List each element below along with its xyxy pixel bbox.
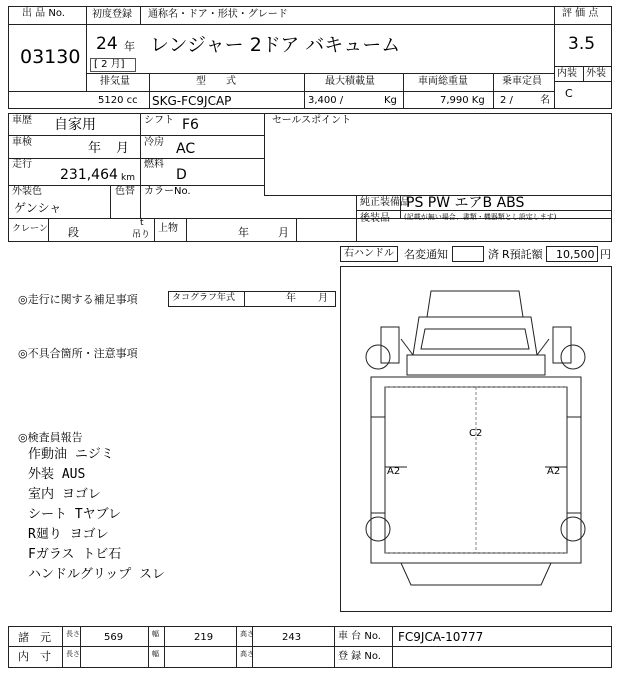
name-change-label: 名変通知	[404, 248, 448, 261]
tachograph-label: タコグラフ年式	[172, 293, 236, 303]
inspector-line-5: R廻り ヨゴレ	[28, 527, 109, 542]
capacity-label: 乗車定員	[502, 76, 542, 87]
dimensions-label: 諸 元	[18, 631, 51, 644]
lot-number: 03130	[20, 46, 81, 68]
driving-notes-title: ◎走行に関する補足事項	[18, 293, 138, 306]
max-load-unit: Kg	[384, 95, 397, 106]
color-number-label: カラーNo.	[144, 186, 191, 197]
inspector-title: ◎検査員報告	[18, 431, 83, 444]
displacement-label: 排気量	[100, 76, 130, 87]
registration-year-unit: 年	[124, 40, 135, 53]
inspector-line-6: Fガラス トビ石	[28, 547, 122, 562]
tachograph-year-unit: 年	[286, 293, 296, 304]
lift-month-unit: 月	[278, 226, 289, 239]
crane-hang-label: 吊り	[132, 230, 151, 240]
shift-value: F6	[182, 117, 199, 133]
registration-number-label: 登 録 No.	[338, 651, 381, 662]
color-change-label: 色替	[115, 186, 135, 197]
inner-length-label: 長さ	[66, 650, 80, 658]
score-value: 3.5	[568, 34, 596, 54]
crane-stage-unit: 段	[68, 226, 79, 239]
length-value: 569	[104, 632, 124, 643]
model-code-value: SKG-FC9JCAP	[152, 94, 232, 108]
inspection-label: 車検	[12, 137, 32, 148]
equipment-label: 純正装備品	[360, 197, 410, 208]
model-name-label: 通称名・ドア・形状・グレード	[148, 9, 288, 20]
length-label: 長さ	[66, 630, 80, 638]
registration-year: 24	[96, 34, 118, 54]
vehicle-diagram	[340, 266, 612, 612]
lift-label: 上物	[158, 223, 178, 234]
recycle-deposit-label: R預託額	[502, 248, 543, 261]
model-name: レンジャー 2ドア バキューム	[150, 34, 401, 56]
damage-mark-c2: C2	[469, 428, 483, 439]
fuel-value: D	[176, 167, 187, 183]
width-value: 219	[194, 632, 214, 643]
recycle-paid-label: 済	[488, 248, 499, 261]
gross-weight-label: 車両総重量	[418, 76, 468, 87]
inspector-line-2: 外装 AUS	[28, 467, 86, 482]
mileage-value: 231,464	[60, 167, 118, 183]
mileage-label: 走行	[12, 159, 32, 170]
gross-weight-value: 7,990 Kg	[440, 95, 485, 106]
color-label: 外装色	[12, 186, 42, 197]
name-change-box	[452, 246, 484, 262]
lift-year-unit: 年	[238, 226, 249, 239]
history-value: 自家用	[54, 117, 96, 133]
inspector-line-1: 作動油 ニジミ	[28, 447, 114, 462]
sales-point-label: セールスポイント	[272, 115, 352, 126]
capacity-unit: 名	[540, 95, 550, 106]
inner-dimensions-label: 内 寸	[18, 650, 51, 663]
capacity-value: 2 /	[500, 95, 513, 106]
damage-mark-a2-right: A2	[547, 466, 561, 477]
ac-label: 冷房	[144, 137, 164, 148]
exterior-grade-label: 外装	[586, 68, 606, 79]
steering-value: 右ハンドル	[344, 248, 394, 259]
recycle-deposit-value: 10,500	[556, 248, 595, 261]
retrofit-note: (記載が無い場合、書類・機器類とし設定します)	[404, 213, 557, 221]
retrofit-label: 後装品	[360, 213, 390, 224]
inspection-year-unit: 年	[88, 141, 102, 156]
dimensions-frame	[8, 626, 612, 668]
inspection-month-unit: 月	[116, 141, 130, 156]
interior-grade-value: C	[565, 87, 573, 100]
equipment-value: PS PW エアB ABS	[406, 195, 525, 211]
inner-width-label: 幅	[152, 650, 159, 658]
inspector-line-4: シート Tヤブレ	[28, 507, 122, 522]
max-load-value: 3,400 /	[308, 95, 344, 106]
color-value: ゲンシャ	[14, 201, 62, 215]
defects-title: ◎不具合箇所・注意事項	[18, 347, 138, 360]
inspector-line-3: 室内 ヨゴレ	[28, 487, 101, 502]
score-label: 評 価 点	[562, 8, 599, 19]
first-registration-label: 初度登録	[92, 9, 132, 20]
height-label: 高さ	[240, 630, 254, 638]
fuel-label: 燃料	[144, 159, 164, 170]
recycle-unit: 円	[600, 248, 611, 261]
width-label: 幅	[152, 630, 159, 638]
chassis-value: FC9JCA-10777	[398, 630, 484, 644]
crane-ton-label: t	[140, 218, 144, 228]
inspector-line-7: ハンドルグリップ スレ	[28, 567, 166, 582]
interior-grade-label: 内装	[557, 68, 577, 79]
crane-label: クレーン	[12, 224, 48, 234]
max-load-label: 最大積載量	[325, 76, 375, 87]
shift-label: シフト	[144, 115, 174, 126]
mileage-unit: km	[121, 173, 135, 183]
inner-height-label: 高さ	[240, 650, 254, 658]
ac-value: AC	[176, 141, 196, 157]
registration-month: [ 2 月]	[94, 59, 125, 70]
history-label: 車歴	[12, 115, 32, 126]
damage-mark-a2-left: A2	[387, 466, 401, 477]
tachograph-month-unit: 月	[318, 293, 328, 304]
model-code-label: 型 式	[196, 76, 236, 87]
truck-outline-drawing	[341, 267, 611, 611]
lot-label: 出 品 No.	[22, 8, 65, 19]
chassis-label: 車 台 No.	[338, 631, 381, 642]
displacement-value: 5120 cc	[98, 95, 138, 106]
height-value: 243	[282, 632, 302, 643]
